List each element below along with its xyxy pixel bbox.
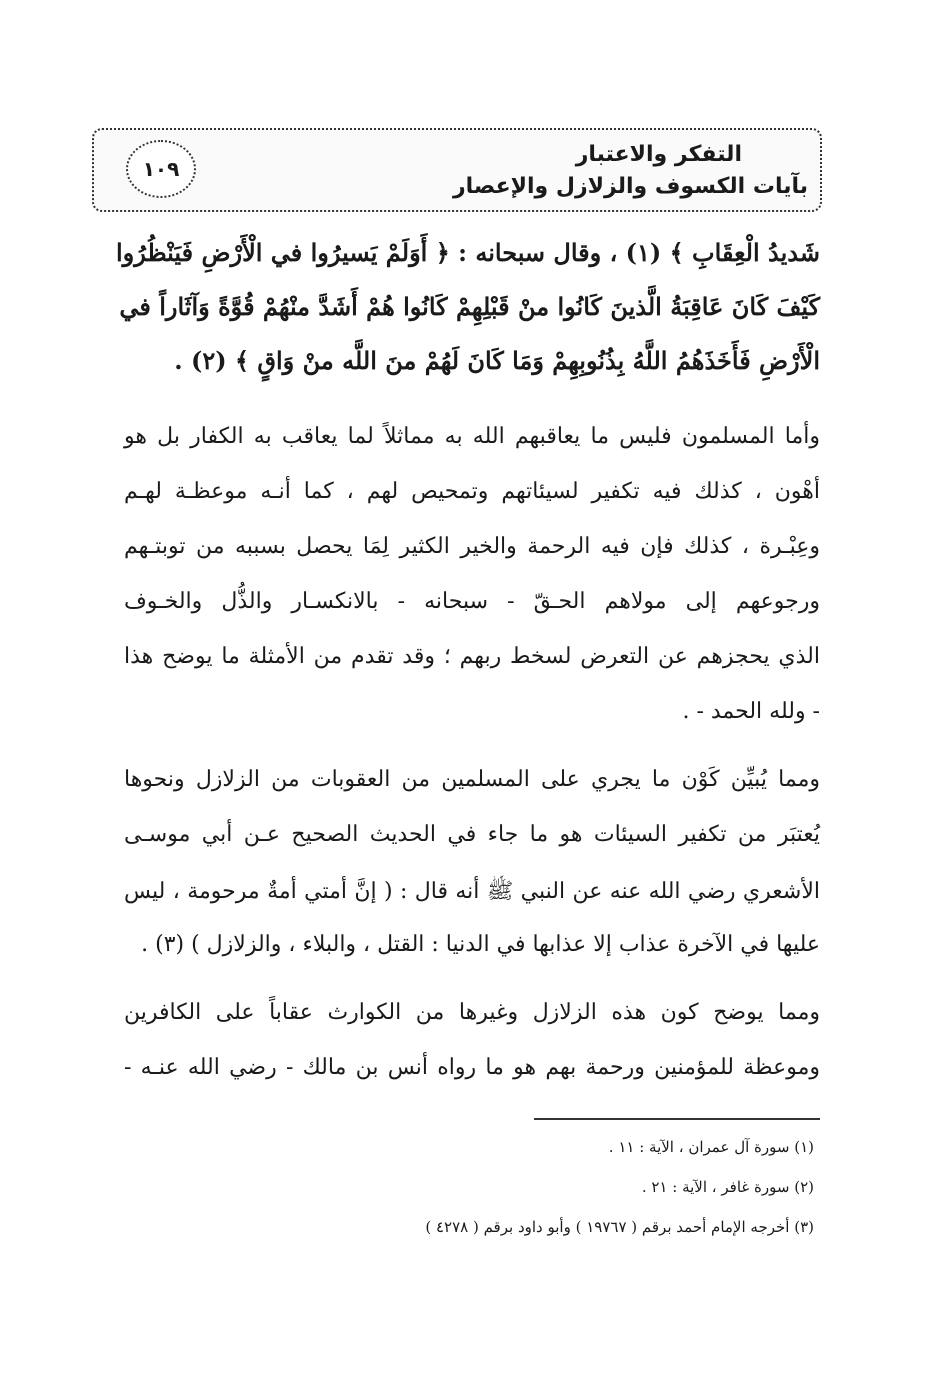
body-line: أهْون ، كذلك فيه تكفير لسيئاتهم وتمحيص لهم ، كما أنـه موعظـة لهـم (124, 479, 820, 504)
page-number: ١٠٩ (126, 140, 196, 198)
footnote: (٣) أخرجه الإمام أحمد برقم ( ١٩٧٦٧ ) وأبو داود برقم ( ٤٢٧٨ ) (425, 1218, 814, 1236)
body-line: - ولله الحمد - . (682, 699, 820, 724)
footnote-divider (534, 1118, 820, 1120)
body-line: يُعتبَر من تكفير السيئات هو ما جاء في الحديث الصحيح عـن أبي موسـى (124, 822, 820, 847)
running-header (92, 128, 822, 212)
quran-line: شَديدُ الْعِقَابِ ﴾ (١) ، وقال سبحانه : ﴿ أَوَلَمْ يَسيرُوا في الْأَرْضِ فَيَنْظُرُوا (115, 238, 820, 267)
quran-line: كَيْفَ كَانَ عَاقِبَةُ الَّذينَ كَانُوا منْ قَبْلِهِمْ كَانُوا هُمْ أَشَدَّ منْهُمْ قُوَّةً وَآثَاراً في (119, 292, 820, 321)
quran-line: الْأَرْضِ فَأَخَذَهُمُ اللَّهُ بِذُنُوبِهِمْ وَمَا كَانَ لَهُمْ منَ اللَّه منْ وَاقٍ ﴾ (٢) . (174, 346, 820, 375)
body-line: وموعظة للمؤمنين ورحمة بهم هو ما رواه أنس بن مالك - رضي الله عنـه - (124, 1055, 820, 1080)
body-line: الذي يحجزهم عن التعرض لسخط ربهم ؛ وقد تقدم من الأمثلة ما يوضح هذا (124, 644, 820, 669)
body-line: ومما يُبيِّن كَوْن ما يجري على المسلمين من العقوبات من الزلازل ونحوها (124, 767, 820, 792)
body-line: ورجوعهم إلى مولاهم الحـقّ - سبحانه - بالانكسـار والذُّل والخـوف (124, 589, 820, 614)
body-line: وعِبْـرة ، كذلك فإن فيه الرحمة والخير الكثير لِمَا يحصل بسببه من توبتـهم (124, 534, 820, 559)
header-title-line2: بآيات الكسوف والزلازل والإعصار (453, 174, 808, 199)
footnote: (١) سورة آل عمران ، الآية : ١١ . (608, 1138, 814, 1156)
body-line: وأما المسلمون فليس ما يعاقبهم الله به مماثلاً لما يعاقب به الكفار بل هو (124, 424, 820, 449)
header-title-line1: التفكر والاعتبار (575, 142, 742, 167)
footnote: (٢) سورة غافر ، الآية : ٢١ . (641, 1178, 814, 1196)
body-line: ومما يوضح كون هذه الزلازل وغيرها من الكوارث عقاباً على الكافرين (124, 1000, 820, 1025)
body-line: عليها في الآخرة عذاب إلا عذابها في الدنيا : القتل ، والبلاء ، والزلازل ) (٣) . (141, 932, 820, 957)
body-line: الأشعري رضي الله عنه عن النبي ﷺ أنه قال : ( إنَّ أمتي أمةٌ مرحومة ، ليس (124, 879, 820, 904)
